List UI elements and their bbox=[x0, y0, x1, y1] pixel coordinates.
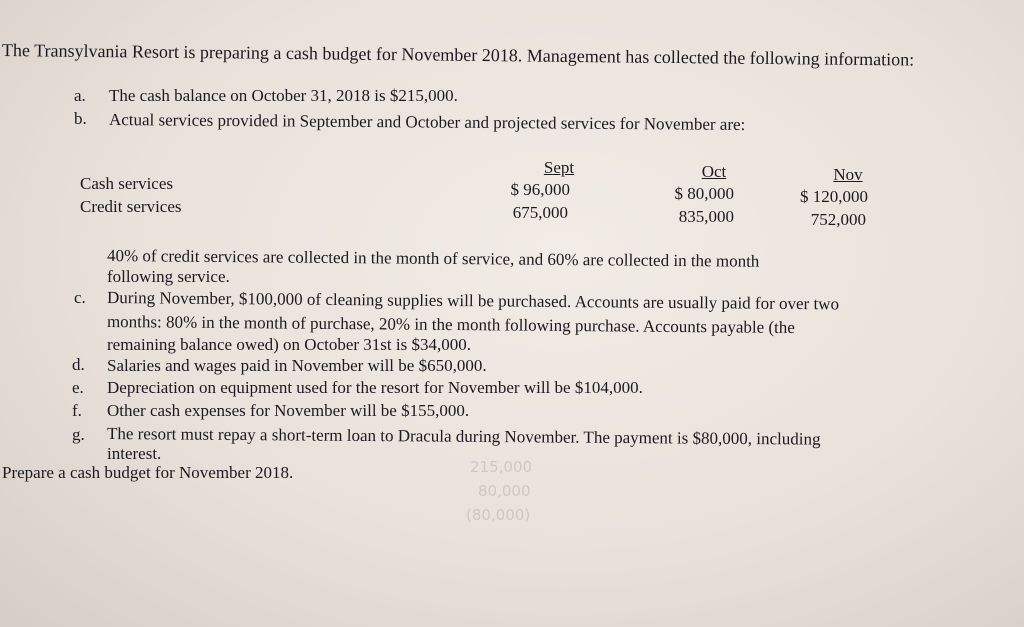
pencil-mark-1: 215,000 bbox=[470, 458, 533, 476]
cash-services-oct: $ 80,000 bbox=[674, 184, 734, 203]
item-d-label: d. bbox=[72, 355, 85, 374]
item-c-line-1: During November, $100,000 of cleaning supplies will be purchased. Accounts are usually paid for over two bbox=[106, 288, 840, 314]
column-header-sept: Sept bbox=[543, 158, 575, 177]
pencil-mark-3: (80,000) bbox=[466, 506, 531, 524]
row-label-credit-services: Credit services bbox=[80, 197, 182, 216]
item-a-label: a. bbox=[74, 86, 86, 105]
collection-note-line-2: following service. bbox=[107, 267, 230, 286]
item-g-line-2: interest. bbox=[107, 444, 162, 463]
collection-note-line-1: 40% of credit services are collected in the month of service, and 60% are collected in the month bbox=[106, 246, 760, 271]
item-e-label: e. bbox=[72, 378, 84, 397]
row-label-cash-services: Cash services bbox=[80, 174, 174, 193]
closing-instruction: Prepare a cash budget for November 2018. bbox=[2, 463, 294, 482]
pencil-mark-2: 80,000 bbox=[478, 482, 531, 500]
credit-services-nov: 752,000 bbox=[810, 210, 866, 229]
column-header-nov: Nov bbox=[833, 165, 863, 184]
credit-services-sept: 675,000 bbox=[512, 203, 568, 222]
credit-services-oct: 835,000 bbox=[678, 207, 734, 226]
item-c-line-2: months: 80% in the month of purchase, 20% in the month following purchase. Accounts payable (the bbox=[106, 312, 795, 338]
cash-services-nov: $ 120,000 bbox=[800, 187, 868, 206]
item-g-label: g. bbox=[72, 425, 85, 444]
item-f-text: Other cash expenses for November will be $155,000. bbox=[107, 401, 470, 420]
item-e-text: Depreciation on equipment used for the resort for November will be $104,000. bbox=[107, 378, 643, 397]
item-g-line-1: The resort must repay a short-term loan to Dracula during November. The payment is $80,000, including bbox=[106, 424, 821, 449]
item-f-label: f. bbox=[72, 401, 82, 420]
item-b-text: Actual services provided in September and October and projected services for November are: bbox=[108, 110, 746, 134]
item-a-text: The cash balance on October 31, 2018 is $215,000. bbox=[109, 86, 458, 105]
item-d-text: Salaries and wages paid in November will be $650,000. bbox=[107, 356, 487, 375]
cash-services-sept: $ 96,000 bbox=[510, 180, 570, 199]
item-c-line-3: remaining balance owed) on October 31st is $34,000. bbox=[107, 335, 471, 354]
item-b-label: b. bbox=[74, 109, 87, 128]
intro-text: The Transylvania Resort is preparing a cash budget for November 2018. Management has collected the following information: bbox=[1, 40, 915, 70]
column-header-oct: Oct bbox=[701, 162, 727, 181]
item-c-label: c. bbox=[74, 288, 86, 307]
